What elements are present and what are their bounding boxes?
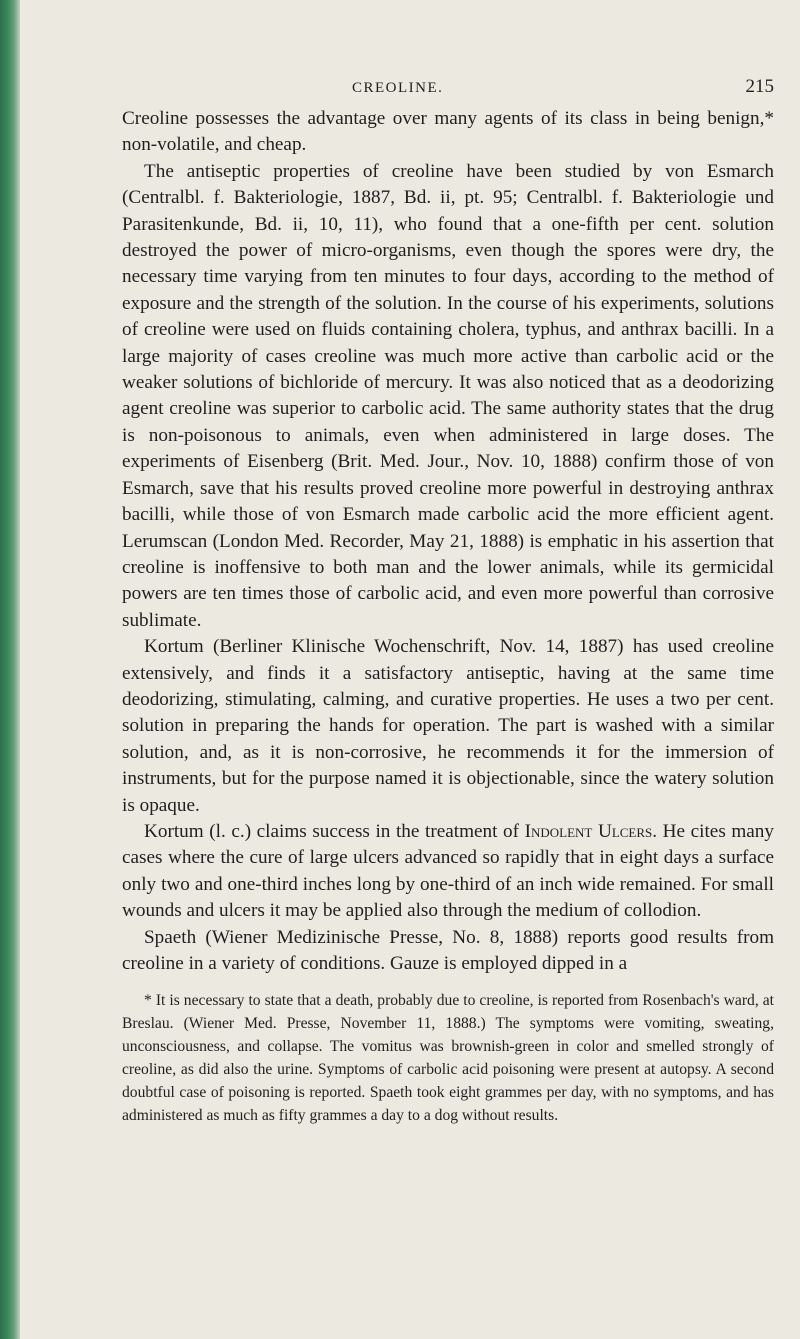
paragraph-intro: Creoline possesses the advantage over many agents of its class in being benign,* non-volatile, and cheap. [122, 108, 774, 156]
body-text [122, 106, 774, 977]
paragraph-esmarch: The antiseptic properties of creoline have been studied by von Esmarch (Centralbl. f. Bakteriologie, 1887, Bd. ii, pt. 95; Centralbl. f. Bakteriologie und Parasitenkunde, Bd. ii, 10, 11), who found that a one-fifth per cent. solution destroyed the power of micro-organisms, even though the spores were dry, the necessary time varying from ten minutes to four days, according to the method of exposure and the strength of the solution. In the course of his experiments, solutions of creoline were used on fluids containing cholera, typhus, and anthrax bacilli. In a large majority of cases creoline was much more active than carbolic acid or the weaker solutions of bichloride of mercury. It was also noticed that as a deodorizing agent creoline was superior to carbolic acid. The same authority states that the drug is non-poisonous to animals, even when administered in large doses. The experiments of Eisenberg (Brit. Med. Jour., Nov. 10, 1888) confirm those of von Esmarch, save that his results proved creoline more powerful in destroying anthrax bacilli, while those of von Esmarch made carbolic acid the more efficient agent. Lerumscan (London Med. Recorder, May 21, 1888) is emphatic in his assertion that creoline is inoffensive to both man and the lower animals, while its germicidal powers are ten times those of carbolic acid, and even more powerful than corrosive sublimate. [122, 160, 774, 631]
book-page [122, 72, 774, 1127]
paragraph-spaeth: Spaeth (Wiener Medizinische Presse, No. 8, 1888) reports good results from creoline in a variety of conditions. Gauze is employed dipped in a [122, 926, 774, 974]
paragraph-indolent-ulcers-pre: Kortum (l. c.) claims success in the treatment of [144, 820, 525, 842]
running-head [122, 72, 774, 106]
paragraph-indolent-ulcers-post: . He cites many cases where the cure of large ulcers advanced so rapidly that in eight days a surface only two and one-third inches long by one-third of an inch wide remained. For small wounds and ulcers it may be applied also through the medium of collodion. [122, 820, 774, 922]
paragraph-kortum: Kortum (Berliner Klinische Wochenschrift, Nov. 14, 1887) has used creoline extensively, and finds it a satisfactory antiseptic, having at the same time deodorizing, stimulating, calming, and curative properties. He uses a two per cent. solution in preparing the hands for operation. The part is washed with a similar solution, and, as it is non-corrosive, he recommends it for the immersion of instruments, but for the purpose named it is objectionable, since the watery solution is opaque. [122, 636, 774, 816]
paragraph-indolent-ulcers [122, 819, 774, 925]
page-number: 215 [745, 76, 774, 97]
book-binding-edge [0, 0, 20, 1339]
running-title: CREOLINE. [352, 80, 444, 96]
footnote: * It is necessary to state that a death, probably due to creoline, is reported from Rosenbach's ward, at Breslau. (Wiener Med. Presse, November 11, 1888.) The symptoms were vomiting, sweating, unconsciousness, and collapse. The vomitus was brownish-green in color and smelled strongly of creoline, as did also the urine. Symptoms of carbolic acid poisoning were present at autopsy. A second doubtful case of poisoning is reported. Spaeth took eight grammes per day, with no symptoms, and has administered as much as fifty grammes a day to a dog without results. [122, 992, 774, 1125]
indolent-ulcers-heading: Indolent Ulcers [524, 820, 653, 842]
